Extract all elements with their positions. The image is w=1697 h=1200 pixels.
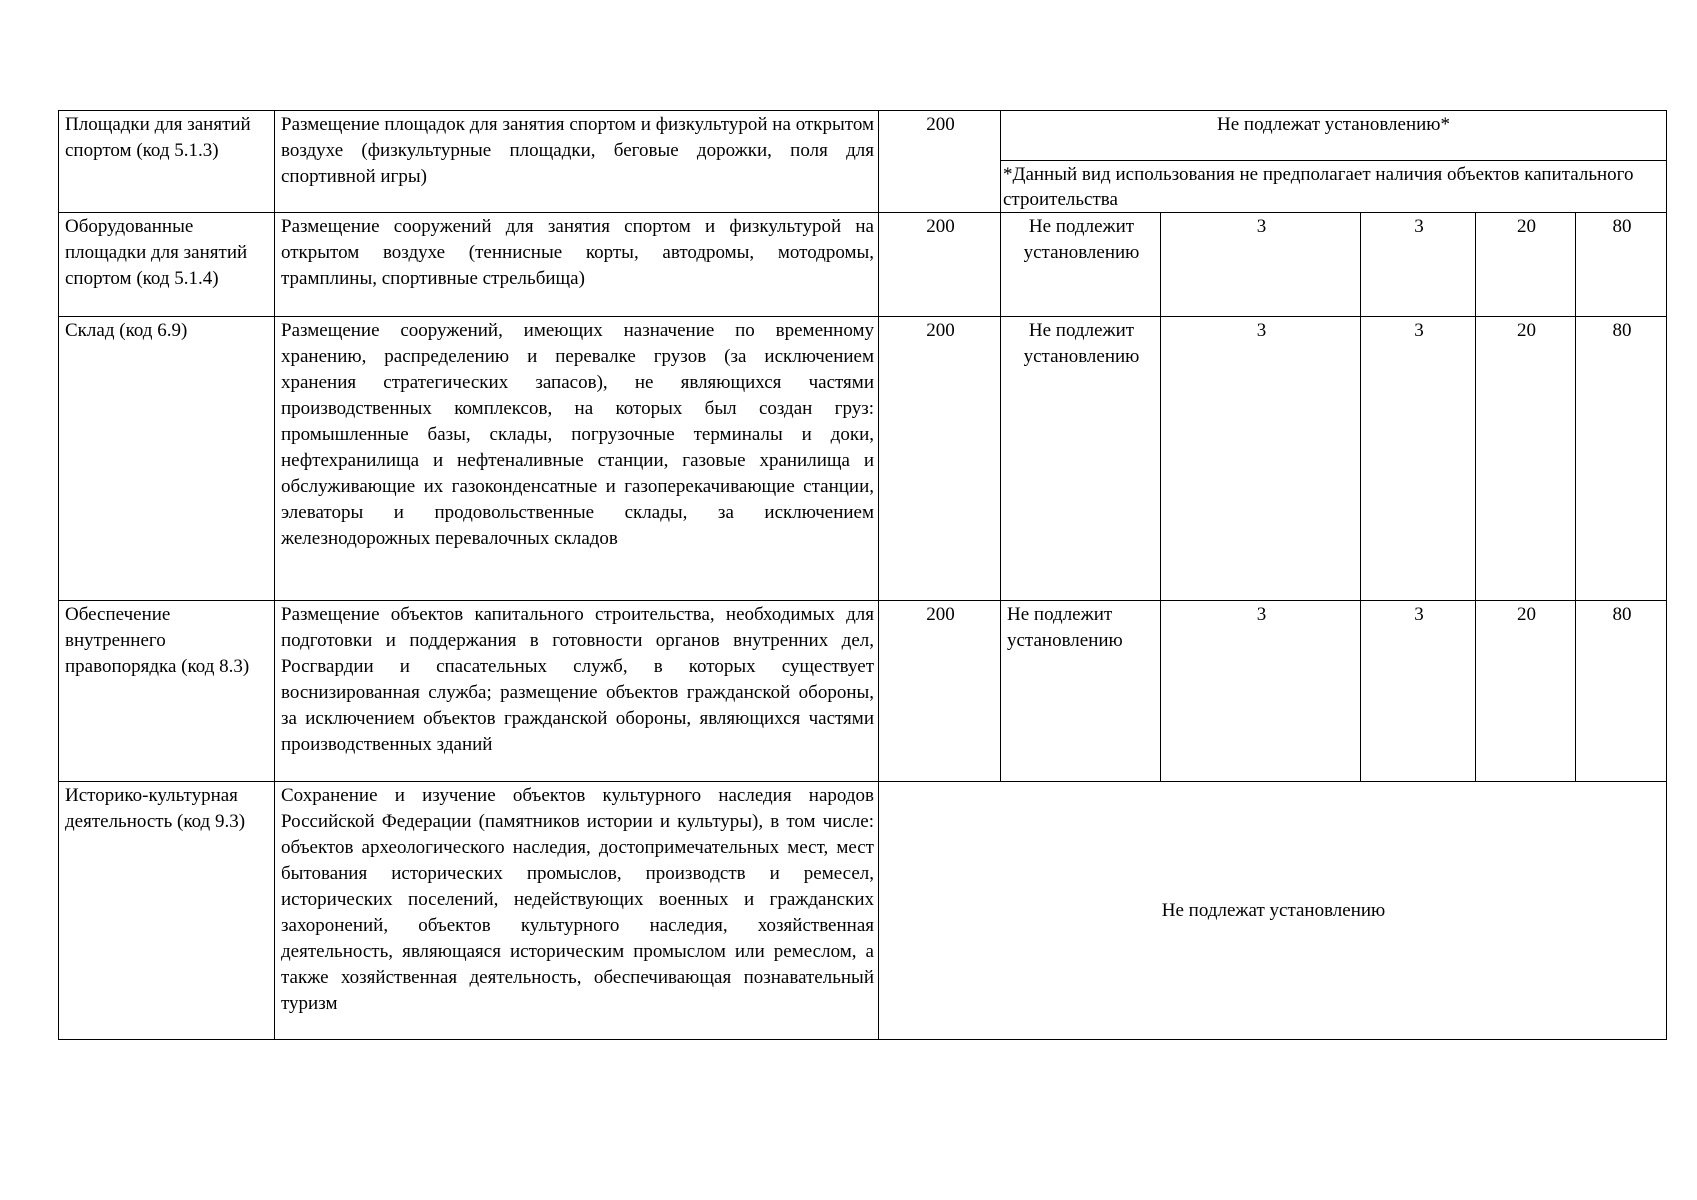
table-row — [59, 317, 1667, 601]
area-value: 200 — [879, 601, 1001, 782]
use-type-name: Площадки для занятий спортом (код 5.1.3) — [59, 111, 275, 213]
param-not-established: Не подлежит установлению — [1001, 213, 1161, 317]
table-row — [59, 601, 1667, 782]
table-row — [59, 782, 1667, 1040]
use-type-description: Сохранение и изучение объектов культурного наследия народов Российской Федерации (памятников истории и культуры), в том числе: объектов археологического наследия, достопримечательных мест, мест бытования исторических промыслов, производств и ремесел, исторических поселений, недействующих военных и гражданских захоронений, объектов культурного наследия, хозяйственная деятельность, являющаяся историческим промыслом или ремеслом, а также хозяйственная деятельность, обеспечивающая познавательный туризм — [275, 782, 879, 1040]
use-type-name: Историко-культурная деятельность (код 9.3) — [59, 782, 275, 1040]
param-value: 20 — [1476, 601, 1576, 782]
param-value: 3 — [1161, 213, 1361, 317]
table-row — [59, 213, 1667, 317]
parameters-footnote: *Данный вид использования не предполагает наличия объектов капитального строительства — [1003, 164, 1634, 210]
param-value: 20 — [1476, 213, 1576, 317]
param-value: 80 — [1576, 213, 1667, 317]
use-type-description: Размещение сооружений, имеющих назначение по временному хранению, распределению и перевалке грузов (за исключением хранения стратегических запасов), не являющихся частями производственных комплексов, на которых был создан груз: промышленные базы, склады, погрузочные терминалы и доки, нефтехранилища и нефтеналивные станции, газовые хранилища и обслуживающие их газоконденсатные и газоперекачивающие станции, элеваторы и продовольственные склады, за исключением железнодорожных перевалочных складов — [275, 317, 879, 601]
table-row — [59, 111, 1667, 213]
parameters-header: Не подлежат установлению* — [1001, 111, 1666, 161]
param-value: 3 — [1161, 601, 1361, 782]
area-value: 200 — [879, 111, 1001, 213]
use-type-name: Обеспечение внутреннего правопорядка (код 8.3) — [59, 601, 275, 782]
use-type-name: Оборудованные площадки для занятий спортом (код 5.1.4) — [59, 213, 275, 317]
param-value: 3 — [1361, 213, 1476, 317]
param-value: 3 — [1161, 317, 1361, 601]
param-value: 3 — [1361, 317, 1476, 601]
use-type-description: Размещение площадок для занятия спортом и физкультурой на открытом воздухе (физкультурные площадки, беговые дорожки, поля для спортивной игры) — [275, 111, 879, 213]
param-value: 80 — [1576, 317, 1667, 601]
param-not-established: Не подлежит установлению — [1001, 601, 1161, 782]
area-value: 200 — [879, 213, 1001, 317]
use-type-description: Размещение объектов капитального строительства, необходимых для подготовки и поддержания в готовности органов внутренних дел, Росгвардии и спасательных служб, в которых существует воснизированная служба; размещение объектов гражданской обороны, за исключением объектов гражданской обороны, являющихся частями производственных зданий — [275, 601, 879, 782]
param-value: 80 — [1576, 601, 1667, 782]
use-type-name: Склад (код 6.9) — [59, 317, 275, 601]
parameters-note-cell — [1001, 111, 1667, 213]
merged-not-established: Не подлежат установлению — [879, 782, 1667, 1040]
area-value: 200 — [879, 317, 1001, 601]
use-type-description: Размещение сооружений для занятия спортом и физкультурой на открытом воздухе (теннисные корты, автодромы, мотодромы, трамплины, спортивные стрельбища) — [275, 213, 879, 317]
param-value: 20 — [1476, 317, 1576, 601]
regulations-table — [58, 110, 1667, 1040]
param-not-established: Не подлежит установлению — [1001, 317, 1161, 601]
param-value: 3 — [1361, 601, 1476, 782]
